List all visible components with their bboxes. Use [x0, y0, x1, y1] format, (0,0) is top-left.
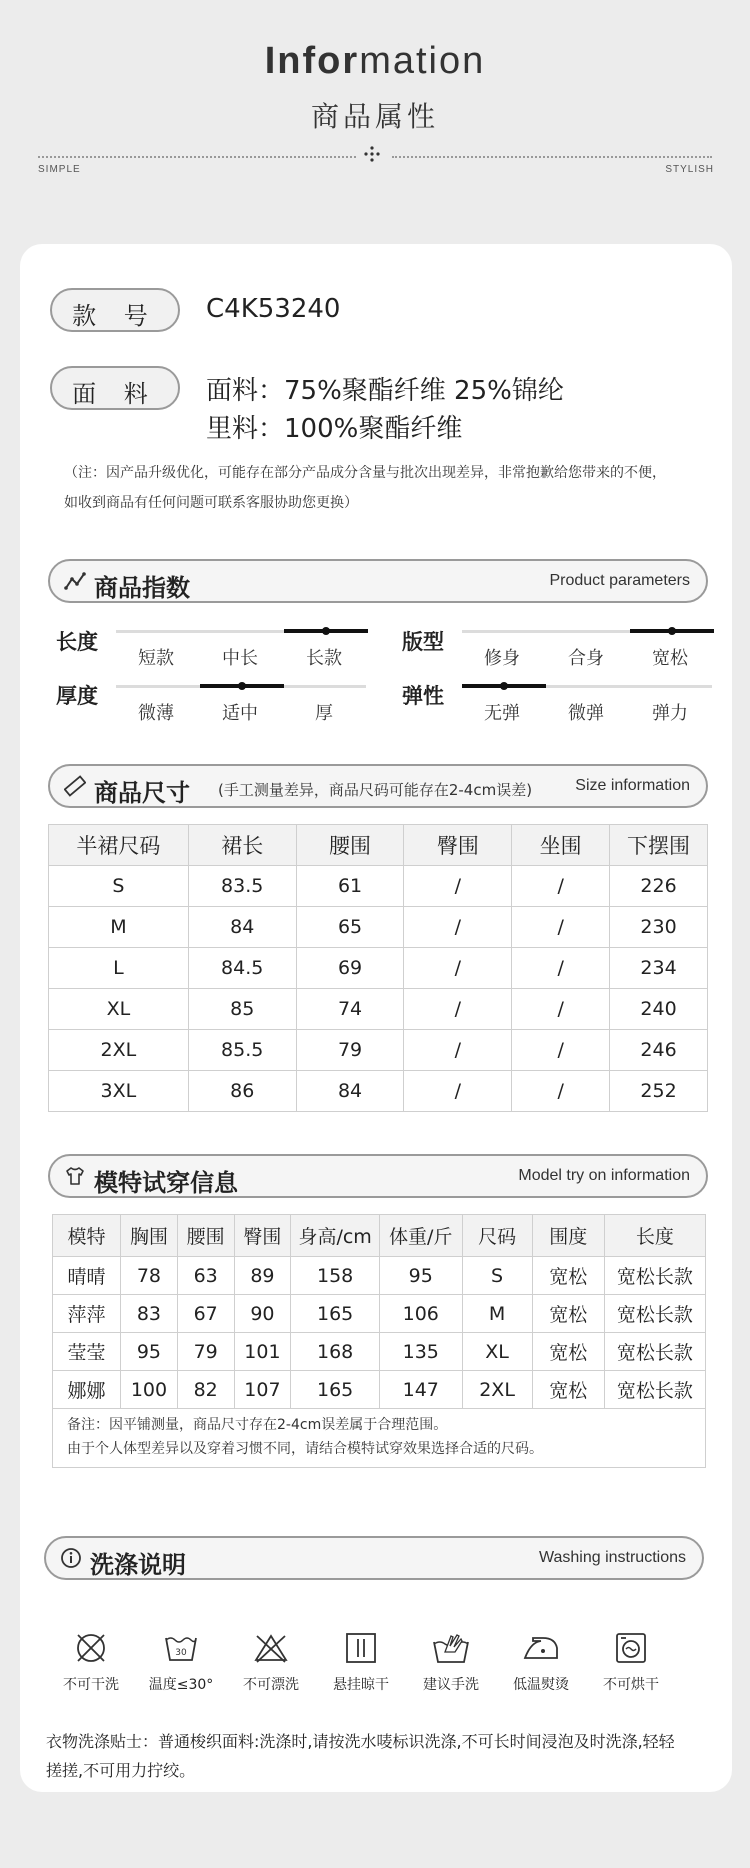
table-cell: 84: [296, 1071, 404, 1112]
wash-section-bar: [44, 1536, 704, 1580]
table-header-cell: 模特: [53, 1215, 121, 1257]
no-bleach-icon: [253, 1630, 289, 1666]
fabric-line-1: 面料：75%聚酯纤维 25%锦纶: [206, 376, 564, 406]
hand-wash-icon: [431, 1630, 471, 1666]
wash-label: 不可漂洗: [243, 1677, 299, 1693]
params-section-bar: [48, 559, 708, 603]
table-cell: 2XL: [462, 1371, 532, 1409]
wash-item: [46, 1630, 136, 1694]
model-note-line-1: 备注：因平铺测量，商品尺寸存在2-4cm误差属于合理范围。: [67, 1417, 448, 1433]
table-cell: /: [512, 1030, 610, 1071]
wash-30-icon: [163, 1630, 199, 1666]
wash-item: [496, 1630, 586, 1694]
table-cell: 100: [121, 1371, 178, 1409]
size-title: 商品尺寸: [94, 779, 190, 807]
table-cell: 101: [234, 1333, 291, 1371]
table-cell: M: [462, 1295, 532, 1333]
fabric-label: 面 料: [72, 380, 158, 408]
table-cell: /: [512, 907, 610, 948]
table-cell: 246: [610, 1030, 708, 1071]
size-en-title: Size information: [575, 777, 690, 794]
table-cell: /: [404, 866, 512, 907]
table-cell: 147: [379, 1371, 462, 1409]
table-cell: 95: [379, 1257, 462, 1295]
info-card: [20, 244, 732, 1792]
tshirt-icon: [64, 1165, 86, 1187]
table-header-cell: 腰围: [296, 825, 404, 866]
param-selected-dot: [500, 682, 508, 690]
size-section-bar: [48, 764, 708, 808]
param-selected-dot: [668, 627, 676, 635]
params-title: 商品指数: [94, 574, 190, 602]
style-number-value: C4K53240: [206, 294, 341, 324]
divider-right: [392, 156, 712, 158]
table-row: [53, 1371, 706, 1409]
table-header-row: [49, 825, 708, 866]
table-cell: 83.5: [188, 866, 296, 907]
table-cell: 240: [610, 989, 708, 1030]
svg-text:30: 30: [175, 1648, 187, 1658]
table-cell: 84.5: [188, 948, 296, 989]
model-note-box: [52, 1407, 706, 1468]
table-cell: XL: [462, 1333, 532, 1371]
param-label: 版型: [402, 630, 444, 654]
param-label: 厚度: [56, 684, 98, 708]
wash-label: 不可干洗: [63, 1677, 119, 1693]
table-cell: 宽松: [532, 1257, 604, 1295]
table-header-cell: 胸围: [121, 1215, 178, 1257]
table-cell: S: [49, 866, 189, 907]
param-option: 微薄: [138, 703, 174, 724]
table-cell: /: [512, 948, 610, 989]
table-cell: /: [404, 1030, 512, 1071]
table-header-row: [53, 1215, 706, 1257]
param-selected-dot: [238, 682, 246, 690]
table-cell: 65: [296, 907, 404, 948]
model-section-bar: [48, 1154, 708, 1198]
table-cell: 晴晴: [53, 1257, 121, 1295]
table-row: [49, 866, 708, 907]
wash-label: 悬挂晾干: [333, 1677, 389, 1693]
table-cell: 69: [296, 948, 404, 989]
wash-title: 洗涤说明: [90, 1551, 186, 1579]
table-cell: 宽松长款: [604, 1295, 705, 1333]
model-note-line-2: 由于个人体型差异以及穿着习惯不同，请结合模特试穿效果选择合适的尺码。: [67, 1441, 543, 1457]
table-cell: 252: [610, 1071, 708, 1112]
table-cell: 82: [177, 1371, 234, 1409]
param-label: 长度: [56, 630, 98, 654]
table-cell: 165: [291, 1295, 380, 1333]
param-selected-dot: [322, 627, 330, 635]
table-cell: 2XL: [49, 1030, 189, 1071]
table-cell: 86: [188, 1071, 296, 1112]
table-cell: 67: [177, 1295, 234, 1333]
cross-ornament-icon: [363, 145, 381, 168]
table-cell: /: [404, 1071, 512, 1112]
wash-item: [226, 1630, 316, 1694]
param-option: 中长: [222, 648, 258, 669]
table-row: [49, 1030, 708, 1071]
table-cell: /: [404, 989, 512, 1030]
table-cell: /: [512, 1071, 610, 1112]
table-cell: 78: [121, 1257, 178, 1295]
table-cell: L: [49, 948, 189, 989]
table-cell: M: [49, 907, 189, 948]
table-cell: 宽松长款: [604, 1257, 705, 1295]
header-title: Information: [264, 40, 486, 82]
table-header-cell: 尺码: [462, 1215, 532, 1257]
table-header-cell: 裙长: [188, 825, 296, 866]
table-header-cell: 腰围: [177, 1215, 234, 1257]
header-subtitle: 商品属性: [310, 100, 439, 133]
table-cell: /: [404, 907, 512, 948]
param-option: 宽松: [652, 648, 688, 669]
stylish-tag: STYLISH: [665, 164, 714, 175]
table-header-cell: 体重/斤: [379, 1215, 462, 1257]
table-cell: 95: [121, 1333, 178, 1371]
table-cell: /: [404, 948, 512, 989]
table-cell: 135: [379, 1333, 462, 1371]
table-row: [49, 948, 708, 989]
wash-tips-line-2: 搓搓,不可用力拧绞。: [46, 1761, 196, 1780]
param-option: 长款: [306, 648, 342, 669]
table-header-cell: 下摆围: [610, 825, 708, 866]
trend-line-icon: [64, 570, 86, 592]
param-option: 合身: [568, 648, 604, 669]
table-header-cell: 坐围: [512, 825, 610, 866]
ruler-icon: [64, 775, 86, 797]
table-header-cell: 身高/cm: [291, 1215, 380, 1257]
table-cell: 158: [291, 1257, 380, 1295]
table-cell: 莹莹: [53, 1333, 121, 1371]
hang-dry-icon: [343, 1630, 379, 1666]
param-label: 弹性: [402, 684, 444, 708]
table-header-cell: 臀围: [234, 1215, 291, 1257]
table-header-cell: 半裙尺码: [49, 825, 189, 866]
table-row: [53, 1295, 706, 1333]
fabric-note-1: （注：因产品升级优化，可能存在部分产品成分含量与批次出现差异，非常抱歉给您带来的不便，: [64, 465, 666, 481]
info-icon: [60, 1547, 82, 1569]
no-tumble-dry-icon: [613, 1630, 649, 1666]
simple-tag: SIMPLE: [38, 164, 81, 175]
table-cell: 230: [610, 907, 708, 948]
divider-left: [38, 156, 356, 158]
table-cell: 165: [291, 1371, 380, 1409]
table-cell: S: [462, 1257, 532, 1295]
table-cell: 宽松: [532, 1333, 604, 1371]
table-cell: 106: [379, 1295, 462, 1333]
size-note: (手工测量差异，商品尺码可能存在2-4cm误差): [218, 781, 533, 799]
table-cell: 79: [296, 1030, 404, 1071]
table-cell: XL: [49, 989, 189, 1030]
table-header-cell: 长度: [604, 1215, 705, 1257]
table-header-cell: 围度: [532, 1215, 604, 1257]
param-option: 无弹: [484, 703, 520, 724]
table-row: [49, 989, 708, 1030]
fabric-note-2: 如收到商品有任何问题可联系客服协助您更换）: [64, 495, 358, 511]
size-table: [48, 824, 708, 1112]
table-cell: /: [512, 866, 610, 907]
wash-label: 不可烘干: [603, 1677, 659, 1693]
wash-label: 温度≤30°: [148, 1677, 214, 1693]
low-iron-icon: [521, 1630, 561, 1666]
fabric-pill: [50, 366, 180, 410]
style-number-label: 款 号: [72, 302, 158, 330]
wash-label: 建议手洗: [423, 1677, 479, 1693]
table-cell: 234: [610, 948, 708, 989]
table-header-cell: 臀围: [404, 825, 512, 866]
model-en-title: Model try on information: [518, 1167, 690, 1184]
wash-item: [406, 1630, 496, 1694]
param-option: 厚: [315, 703, 333, 724]
wash-label: 低温熨烫: [513, 1677, 569, 1693]
table-row: [53, 1257, 706, 1295]
table-cell: 84: [188, 907, 296, 948]
table-cell: 宽松: [532, 1371, 604, 1409]
table-row: [49, 1071, 708, 1112]
param-option: 适中: [222, 703, 258, 724]
model-table: [52, 1214, 706, 1409]
wash-item: [316, 1630, 406, 1694]
wash-en-title: Washing instructions: [538, 1549, 686, 1566]
table-cell: 83: [121, 1295, 178, 1333]
table-cell: 107: [234, 1371, 291, 1409]
table-cell: 宽松长款: [604, 1333, 705, 1371]
table-cell: 79: [177, 1333, 234, 1371]
param-option: 微弹: [568, 703, 604, 724]
wash-item: [136, 1630, 226, 1694]
table-cell: 萍萍: [53, 1295, 121, 1333]
table-cell: 89: [234, 1257, 291, 1295]
model-title: 模特试穿信息: [94, 1169, 238, 1197]
param-option: 弹力: [652, 703, 688, 724]
table-cell: 3XL: [49, 1071, 189, 1112]
style-number-pill: [50, 288, 180, 332]
table-cell: 宽松长款: [604, 1371, 705, 1409]
table-row: [49, 907, 708, 948]
param-option: 修身: [484, 648, 520, 669]
table-cell: 娜娜: [53, 1371, 121, 1409]
table-cell: 85: [188, 989, 296, 1030]
no-dry-clean-icon: [73, 1630, 109, 1666]
table-cell: 226: [610, 866, 708, 907]
table-cell: 宽松: [532, 1295, 604, 1333]
table-cell: /: [512, 989, 610, 1030]
wash-item: [586, 1630, 676, 1694]
param-option: 短款: [138, 648, 174, 669]
params-en-title: Product parameters: [549, 572, 690, 589]
table-cell: 61: [296, 866, 404, 907]
table-cell: 74: [296, 989, 404, 1030]
table-row: [53, 1333, 706, 1371]
wash-tips-line-1: 衣物洗涤贴士：普通梭织面料:洗涤时,请按洗水唛标识洗涤,不可长时间浸泡及时洗涤,轻轻: [46, 1732, 675, 1751]
fabric-line-2: 里料：100%聚酯纤维: [206, 414, 463, 444]
table-cell: 90: [234, 1295, 291, 1333]
table-cell: 85.5: [188, 1030, 296, 1071]
table-cell: 63: [177, 1257, 234, 1295]
table-cell: 168: [291, 1333, 380, 1371]
